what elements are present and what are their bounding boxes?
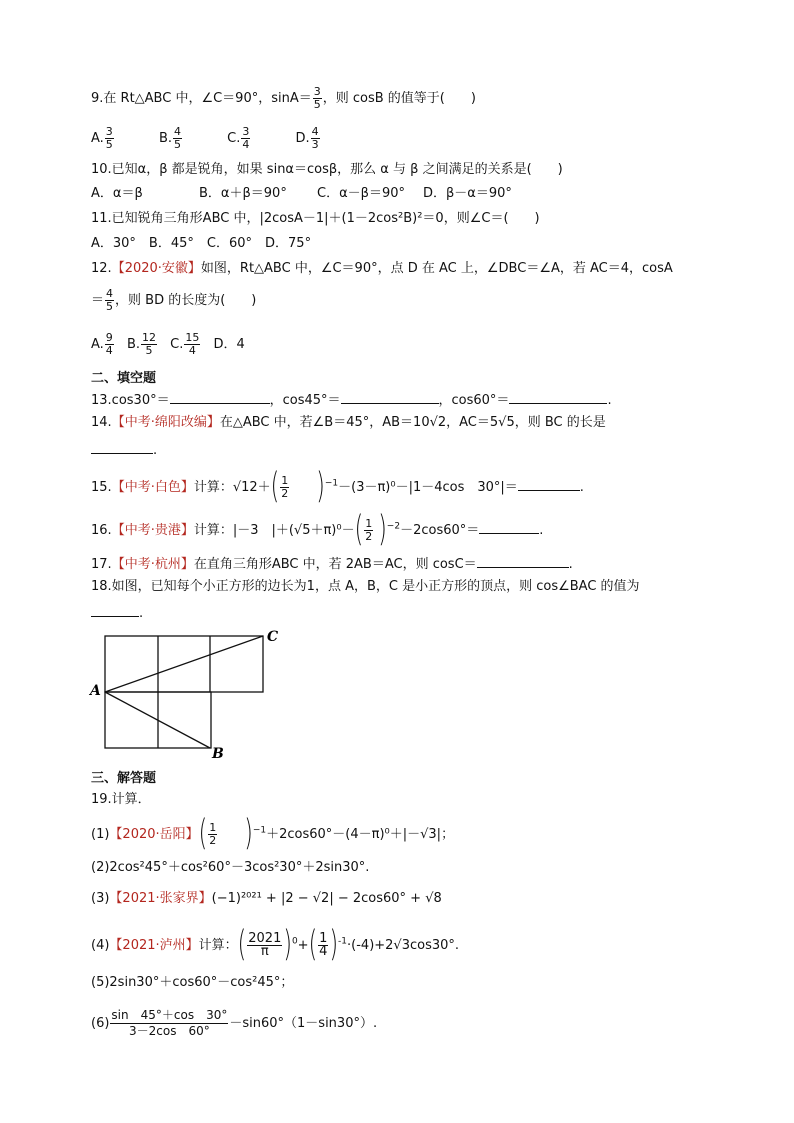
question-13: 13.cos30°＝ ，cos45°＝ ，cos60°＝ . bbox=[91, 393, 612, 408]
segment-ac bbox=[105, 636, 263, 692]
source-tag: 【中考·白色】 bbox=[111, 480, 194, 495]
option-a: A．α＝β bbox=[91, 186, 143, 201]
point-b-label: B bbox=[212, 746, 224, 762]
question-10: 10.已知α，β 都是锐角，如果 sinα＝cosβ，那么 α 与 β 之间满足的关系是( ) bbox=[91, 162, 563, 177]
question-12: 12.【2020·安徽】如图，Rt△ABC 中，∠C＝90°，点 D 在 AC 上，∠DBC＝∠A，若 AC＝4，cosA bbox=[91, 261, 673, 276]
answer-blank[interactable] bbox=[91, 441, 153, 454]
question-9-stem-b: ，则 cosB 的值等于( ) bbox=[322, 91, 476, 106]
question-19-part-4: (4)【2021·泸州】计算：( $\frac{2021}{\pi}$ )$^0$+( $\frac{1}{4}$ )$^{-1}$·(-4)+2√3cos30°. bbox=[91, 924, 460, 965]
option-d: D．β－α＝90° bbox=[423, 186, 512, 201]
source-tag: 【2020·安徽】 bbox=[111, 261, 201, 276]
question-18-line-2: . bbox=[91, 604, 143, 622]
option-b: B．α＋β＝90° bbox=[199, 186, 287, 201]
question-11-options: A．30° B．45° C．60° D．75° bbox=[91, 236, 312, 251]
section-solve-heading: 三、解答题 bbox=[91, 771, 157, 786]
question-18: 18.如图，已知每个小正方形的边长为1，点 A，B，C 是小正方形的顶点，则 cos∠BAC 的值为 bbox=[91, 579, 640, 594]
question-9-stem-a: 9.在 Rt△ABC 中，∠C＝90°，sinA＝ bbox=[91, 91, 312, 106]
question-9 bbox=[91, 86, 476, 111]
question-10-options bbox=[91, 186, 512, 202]
option-a: A. $\frac{9}{4}$ bbox=[91, 331, 113, 357]
answer-blank[interactable] bbox=[518, 478, 580, 491]
point-c-label: C bbox=[267, 629, 279, 645]
source-tag: 【中考·贵港】 bbox=[111, 523, 194, 538]
option-b: B. $\frac{4}{5}$ bbox=[158, 125, 181, 151]
section-fill-in-heading: 二、填空题 bbox=[91, 371, 157, 386]
source-tag: 【中考·杭州】 bbox=[111, 557, 194, 572]
source-tag: 【2021·张家界】 bbox=[109, 891, 212, 906]
answer-blank[interactable] bbox=[509, 391, 607, 404]
answer-blank[interactable] bbox=[170, 391, 270, 404]
question-19-stem: 19.计算． bbox=[91, 792, 151, 807]
answer-blank[interactable] bbox=[341, 391, 439, 404]
question-9-fraction: $\frac{3}{5}$ bbox=[313, 85, 321, 111]
question-12-line-2: ＝ $\frac{4}{5}$ ，则 BD 的长度为( ) bbox=[91, 287, 257, 313]
question-12-options bbox=[91, 332, 245, 357]
question-11: 11.已知锐角三角形ABC 中，|2cosA－1|＋(1－2cos²B)²＝0，则∠C＝( ) bbox=[91, 211, 540, 226]
question-15: 15.【中考·白色】计算：√12＋( $\frac{1}{2}$ )$^{-1}$－(3－π)⁰－|1－4cos 30°|＝ . bbox=[91, 466, 584, 507]
option-d: D. $\frac{4}{3}$ bbox=[295, 125, 319, 151]
source-tag: 【2020·岳阳】 bbox=[109, 827, 199, 842]
point-a-label: A bbox=[90, 683, 101, 699]
question-12-fraction: $\frac{4}{5}$ bbox=[106, 287, 114, 313]
question-19-part-1: (1)【2020·岳阳】( $\frac{1}{2}$ )$^{-1}$＋2cos60°－(4－π)⁰＋|－√3|； bbox=[91, 813, 455, 854]
option-d: D．4 bbox=[213, 337, 245, 352]
question-19-part-2: (2)2cos²45°＋cos²60°－3cos²30°＋2sin30°. bbox=[91, 860, 370, 875]
option-c: C. $\frac{3}{4}$ bbox=[227, 125, 250, 151]
grid-figure bbox=[86, 625, 296, 765]
question-17: 17.【中考·杭州】在直角三角形ABC 中，若 2AB＝AC，则 cosC＝ . bbox=[91, 557, 573, 572]
question-19-part-3: (3)【2021·张家界】(−1)²⁰²¹ + |2 − √2| − 2cos60° + √8 bbox=[91, 891, 442, 906]
source-tag: 【2021·泸州】 bbox=[109, 938, 199, 953]
question-14: 14.【中考·绵阳改编】在△ABC 中，若∠B＝45°，AB＝10√2，AC＝5√5，则 BC 的长是 bbox=[91, 415, 606, 430]
option-a: A. $\frac{3}{5}$ bbox=[91, 125, 113, 151]
option-c: C．α－β＝90° bbox=[317, 186, 405, 201]
option-b: B. $\frac{12}{5}$ bbox=[126, 331, 156, 357]
answer-blank[interactable] bbox=[477, 555, 569, 568]
question-19-part-6: (6) $\frac{\sin 45^\circ+\cos 30^\circ}{3-2\cos 60^\circ}$ －sin60°（1－sin30°）. bbox=[91, 1008, 378, 1038]
question-9-options bbox=[91, 126, 321, 151]
answer-blank[interactable] bbox=[91, 604, 139, 617]
question-16: 16.【中考·贵港】计算：|－3 |＋(√5＋π)⁰－( $\frac{1}{2}$ )$^{-2}$－2cos60°＝ . bbox=[91, 509, 544, 550]
source-tag: 【中考·绵阳改编】 bbox=[111, 415, 220, 430]
question-14-line-2: . bbox=[91, 441, 157, 459]
answer-blank[interactable] bbox=[479, 521, 539, 534]
question-19-part-5: (5)2sin30°＋cos60°－cos²45°； bbox=[91, 975, 294, 990]
option-c: C. $\frac{15}{4}$ bbox=[170, 331, 200, 357]
